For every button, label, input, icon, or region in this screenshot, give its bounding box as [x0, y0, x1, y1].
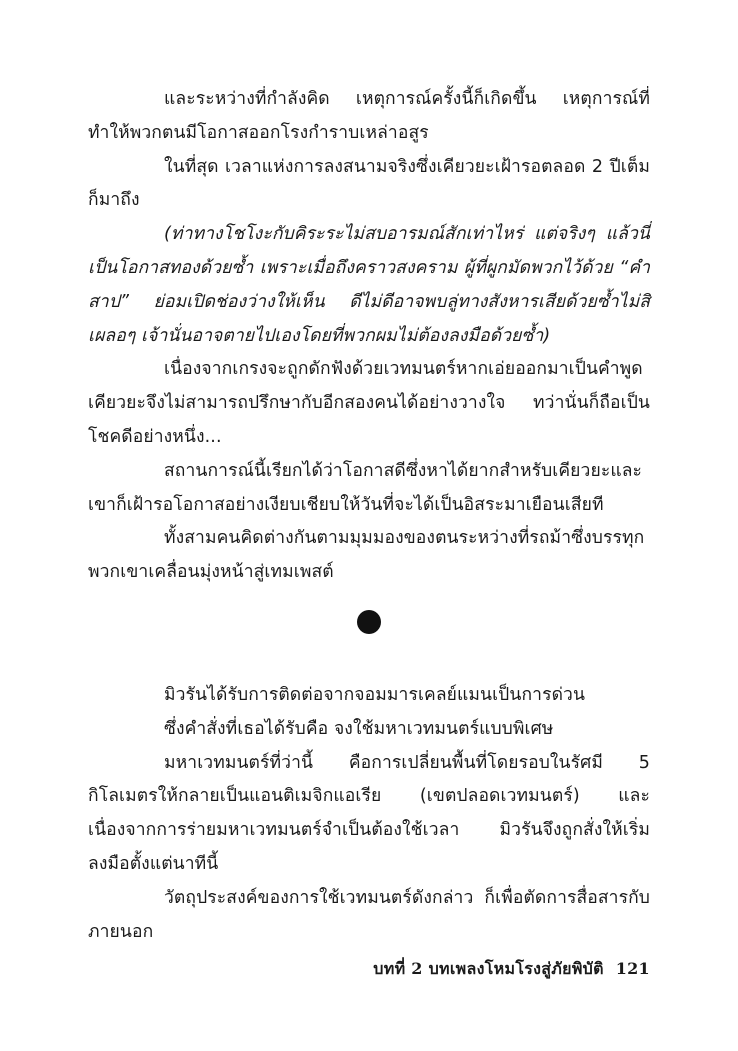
chapter-title: บทที่ 2 บทเพลงโหมโรงสู่ภัยพิบัติ	[373, 959, 604, 978]
thought-paragraph: (ท่าทางโชโงะกับคิระระไม่สบอารมณ์สักเท่าไหร่ แต่จริงๆ แล้วนี่เป็นโอกาสทองด้วยซ้ำ เพราะเมื่อถึงคราวสงคราม ผู้ที่ผูกมัดพวกไว้ด้วย “คำสาป” ย่อมเปิดช่องว่างให้เห็น ดีไม่ดีอาจพบลู่ทางสังหารเสียด้วยซ้ำไม่สิ เผลอๆ เจ้านั่นอาจตายไปเองโดยที่พวกผมไม่ต้องลงมือด้วยซ้ำ)	[88, 224, 651, 346]
paragraph: ทั้งสามคนคิดต่างกันตามมุมมองของตนระหว่างที่รถม้าซึ่งบรรทุกพวกเขาเคลื่อนมุ่งหน้าสู่เทมเพสต์	[88, 528, 645, 583]
paragraph: วัตถุประสงค์ของการใช้เวทมนตร์ดังกล่าว ก็เพื่อตัดการสื่อสารกับภายนอก	[88, 887, 650, 942]
section-break-dot	[357, 610, 381, 634]
paragraph: ซึ่งคำสั่งที่เธอได้รับคือ จงใช้มหาเวทมนตร์แบบพิเศษ	[164, 718, 554, 739]
page-number: 121	[615, 959, 650, 978]
paragraph: สถานการณ์นี้เรียกได้ว่าโอกาสดีซึ่งหาได้ยากสำหรับเคียวยะและเขาก็เฝ้ารอโอกาสอย่างเงียบเชียบให้วันที่จะได้เป็นอิสระมาเยือนเสียที	[88, 460, 643, 515]
paragraph: มหาเวทมนตร์ที่ว่านี้ คือการเปลี่ยนพื้นที่โดยรอบในรัศมี 5 กิโลเมตรให้กลายเป็นแอนติเมจิกแอเรีย (เขตปลอดเวทมนตร์) และเนื่องจากการร่ายมหาเวทมนตร์จำเป็นต้องใช้เวลา มิวรันจึงถูกสั่งให้เริ่มลงมือตั้งแต่นาทีนี้	[88, 752, 650, 874]
paragraph: ในที่สุด เวลาแห่งการลงสนามจริงซึ่งเคียวยะเฝ้ารอตลอด 2 ปีเต็มก็มาถึง	[88, 156, 650, 211]
section-2	[88, 679, 650, 949]
paragraph: มิวรันได้รับการติดต่อจากจอมมารเคลย์แมนเป็นการด่วน	[164, 685, 586, 705]
paragraph: และระหว่างที่กำลังคิด เหตุการณ์ครั้งนี้ก็เกิดขึ้น เหตุการณ์ที่ทำให้พวกตนมีโอกาสออกโรงกำราบเหล่าอสูร	[88, 89, 650, 143]
paragraph: เนื่องจากเกรงจะถูกดักฟังด้วยเวทมนตร์หากเอ่ยออกมาเป็นคำพูด เคียวยะจึงไม่สามารถปรึกษากับอีกสองคนได้อย่างวางใจ ทว่านั่นก็ถือเป็นโชคดีอย่างหนึ่ง...	[88, 359, 650, 447]
running-footer	[373, 957, 650, 982]
section-1	[88, 83, 650, 590]
